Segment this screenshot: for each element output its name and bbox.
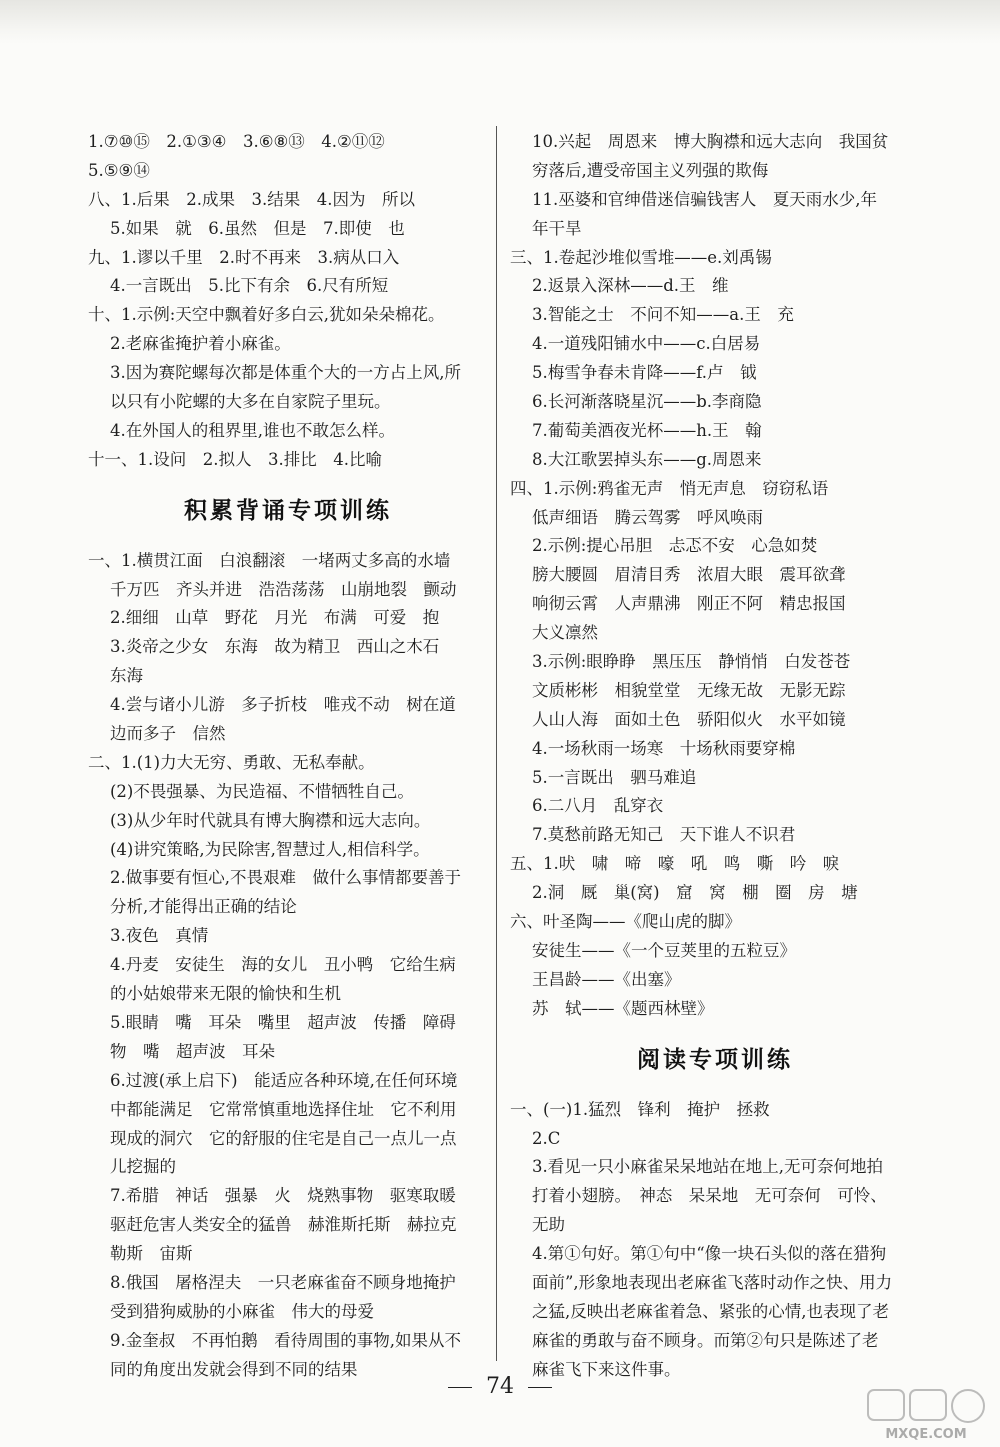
answer-line: 2.洞 厩 巢(窝) 窟 窝 棚 圈 房 塘 — [532, 883, 858, 903]
answer-line: 4.一言既出 5.比下有余 6.尺有所短 — [110, 276, 389, 296]
footer-dash-left — [448, 1387, 472, 1388]
answer-line: 8.俄国 屠格涅夫 一只老麻雀奋不顾身地掩护 — [110, 1272, 456, 1292]
answer-line: (2)不畏强暴、为民造福、不惜牺牲自己。 — [110, 781, 414, 801]
reading-answers-section — [510, 1096, 920, 1385]
answer-line: 王昌龄——《出塞》 — [532, 969, 681, 989]
left-column — [88, 128, 488, 1385]
footer-dash-right — [528, 1387, 552, 1388]
answer-line: 3.因为赛陀螺每次都是体重个大的一方占上风,所 — [110, 363, 461, 383]
answer-line: 儿挖掘的 — [110, 1157, 176, 1177]
answer-line: 二、1.(1)力大无穷、勇敢、无私奉献。 — [88, 752, 375, 772]
answer-line: 2.细细 山草 野花 月光 布满 可爱 抱 — [110, 608, 440, 628]
answer-line: 4.在外国人的租界里,谁也不敢怎么样。 — [110, 420, 395, 440]
answer-line: 3.示例:眼睁睁 黑压压 静悄悄 白发苍苍 — [532, 652, 851, 672]
answer-line: 3.炎帝之少女 东海 故为精卫 西山之木石 — [110, 637, 440, 657]
answer-line: 五、1.吠 啸 啼 嚎 吼 鸣 嘶 吟 唳 — [510, 854, 840, 874]
answer-line: 八、1.后果 2.成果 3.结果 4.因为 所以 — [88, 189, 415, 209]
answer-line: 三、1.卷起沙堆似雪堆——e.刘禹锡 — [510, 247, 772, 267]
accumulation-answers-section — [88, 547, 488, 1385]
page-number: 74 — [486, 1374, 514, 1399]
column-divider — [496, 126, 497, 1361]
answer-line: 7.希腊 神话 强暴 火 烧熟事物 驱寒取暖 — [110, 1186, 456, 1206]
page-number-footer — [0, 1374, 1000, 1400]
watermark-url: MXQE.COM — [885, 1427, 967, 1442]
scan-top-edge — [0, 0, 1000, 44]
answer-line: 2.返景入深林——d.王 维 — [532, 276, 729, 296]
answer-line: 5.⑤⑨⑭ — [88, 160, 150, 180]
answer-line: 3.夜色 真情 — [110, 926, 209, 946]
answer-line: 3.智能之士 不问不知——a.王 充 — [532, 305, 794, 325]
answer-line: 8.大江歌罢掉头东——g.周恩来 — [532, 449, 762, 469]
answer-line: 9.金奎叔 不再怕鹅 看待周围的事物,如果从不 — [110, 1330, 461, 1350]
answer-line: 物 嘴 超声波 耳朵 — [110, 1041, 275, 1061]
answer-line: 打着小翅膀。 神态 呆呆地 无可奈何 可怜、 — [532, 1186, 887, 1206]
answer-line: 2.示例:提心吊胆 忐忑不安 心急如焚 — [532, 536, 818, 556]
answer-line: 边而多子 信然 — [110, 724, 226, 744]
answer-line: 人山人海 面如土色 骄阳似火 水平如镜 — [532, 709, 846, 729]
answer-line: 勒斯 宙斯 — [110, 1244, 193, 1264]
answer-line: 4.丹麦 安徒生 海的女儿 丑小鸭 它给生病 — [110, 955, 456, 975]
answer-line: 文质彬彬 相貌堂堂 无缘无故 无影无踪 — [532, 680, 846, 700]
answer-line: 4.一道残阳铺水中——c.白居易 — [532, 334, 761, 354]
answer-line: 受到猎狗威胁的小麻雀 伟大的母爱 — [110, 1301, 374, 1321]
answer-line: 4.一场秋雨一场寒 十场秋雨要穿棉 — [532, 738, 796, 758]
answer-line: 东海 — [110, 666, 143, 686]
answer-line: 穷落后,遭受帝国主义列强的欺侮 — [532, 160, 769, 180]
answer-line: 5.眼睛 嘴 耳朵 嘴里 超声波 传播 障碍 — [110, 1012, 456, 1032]
answer-line: 安徒生——《一个豆荚里的五粒豆》 — [532, 940, 796, 960]
answer-line: 六、叶圣陶——《爬山虎的脚》 — [510, 912, 741, 932]
answer-line: 同的角度出发就会得到不同的结果 — [110, 1359, 358, 1379]
answer-line: 6.过渡(承上启下) 能适应各种环境,在任何环境 — [110, 1070, 458, 1090]
answer-line: 十、1.示例:天空中飘着好多白云,犹如朵朵棉花。 — [88, 305, 445, 325]
answer-line: 现成的洞穴 它的舒服的住宅是自己一点儿一点 — [110, 1128, 457, 1148]
answer-line: 中都能满足 它常常慎重地选择住址 它不利用 — [110, 1099, 457, 1119]
answer-line: 一、(一)1.猛烈 锋利 掩护 拯救 — [510, 1099, 770, 1119]
answer-line: 之猛,反映出老麻雀着急、紧张的心情,也表现了老 — [532, 1301, 889, 1321]
answer-line: 苏 轼——《题西林壁》 — [532, 998, 714, 1018]
answer-line: 6.长河渐落晓星沉——b.李商隐 — [532, 392, 762, 412]
answer-line: 分析,才能得出正确的结论 — [110, 897, 297, 917]
watermark-logo — [862, 1384, 990, 1442]
answer-line: 3.看见一只小麻雀呆呆地站在地上,无可奈何地拍 — [532, 1157, 883, 1177]
answer-line: (3)从少年时代就具有博大胸襟和远大志向。 — [110, 810, 431, 830]
answer-line: 低声细语 腾云驾雾 呼风唤雨 — [532, 507, 763, 527]
answers-continued-section — [88, 128, 488, 475]
answer-line: 年干旱 — [532, 218, 582, 238]
answer-line: 10.兴起 周恩来 博大胸襟和远大志向 我国贫 — [532, 132, 889, 151]
answer-line: 7.葡萄美酒夜光杯——h.王 翰 — [532, 420, 762, 440]
right-column — [510, 128, 920, 1385]
section-heading-accumulation: 积累背诵专项训练 — [184, 497, 392, 524]
answer-line: 驱赶危害人类安全的猛兽 赫淮斯托斯 赫拉克 — [110, 1215, 457, 1235]
answer-line: 11.巫婆和官绅借迷信骗钱害人 夏天雨水少,年 — [532, 189, 877, 209]
answer-line: 膀大腰圆 眉清目秀 浓眉大眼 震耳欲聋 — [532, 565, 846, 585]
section-heading-reading: 阅读专项训练 — [637, 1046, 793, 1073]
answer-line: 2.C — [532, 1128, 561, 1148]
answer-line: 响彻云霄 人声鼎沸 刚正不阿 精忠报国 — [532, 594, 846, 614]
answer-line: 千万匹 齐头并进 浩浩荡荡 山崩地裂 颤动 — [110, 579, 457, 599]
answer-line: 四、1.示例:鸦雀无声 悄无声息 窃窃私语 — [510, 478, 829, 498]
answer-line: 十一、1.设问 2.拟人 3.排比 4.比喻 — [88, 449, 382, 469]
answer-line: 面前”,形象地表现出老麻雀飞落时动作之快、用力 — [532, 1272, 893, 1292]
answer-line: 以只有小陀螺的大多在自家院子里玩。 — [110, 392, 391, 412]
answer-line: 的小姑娘带来无限的愉快和生机 — [110, 984, 341, 1004]
answer-line: (4)讲究策略,为民除害,智慧过人,相信科学。 — [110, 839, 430, 859]
answer-line: 1.⑦⑩⑮ 2.①③④ 3.⑥⑧⑬ 4.②⑪⑫ — [88, 132, 385, 151]
answer-line: 6.二八月 乱穿衣 — [532, 796, 664, 816]
accumulation-answers-continued — [510, 128, 920, 1024]
answer-line: 4.尝与诸小儿游 多子折枝 唯戎不动 树在道 — [110, 695, 456, 715]
answer-line: 5.一言既出 驷马难追 — [532, 767, 697, 787]
answer-line: 4.第①句好。第①句中“像一块石头似的落在猎狗 — [532, 1244, 887, 1264]
answer-line: 5.如果 就 6.虽然 但是 7.即使 也 — [110, 218, 405, 238]
answer-line: 麻雀飞下来这件事。 — [532, 1359, 681, 1379]
answer-line: 2.老麻雀掩护着小麻雀。 — [110, 334, 291, 354]
answer-line: 九、1.谬以千里 2.时不再来 3.病从口入 — [88, 247, 400, 267]
answer-line: 无助 — [532, 1215, 565, 1235]
answer-line: 7.莫愁前路无知己 天下谁人不识君 — [532, 825, 796, 845]
answer-line: 麻雀的勇敢与奋不顾身。而第②句只是陈述了老 — [532, 1330, 879, 1350]
answer-line: 5.梅雪争春未肯降——f.卢 钺 — [532, 363, 757, 383]
answer-line: 一、1.横贯江面 白浪翻滚 一堵两丈多高的水墙 — [88, 550, 451, 570]
answer-line: 大义凛然 — [532, 623, 598, 643]
answer-line: 2.做事要有恒心,不畏艰难 做什么事情都要善于 — [110, 868, 461, 888]
